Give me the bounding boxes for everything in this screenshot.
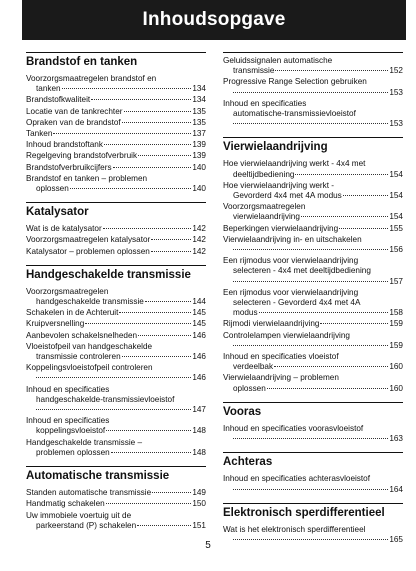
toc-entry[interactable] [26, 308, 206, 318]
toc-section [223, 452, 403, 494]
toc-entry[interactable] [223, 202, 403, 222]
page-number: 5 [205, 540, 211, 551]
toc-entry-text: Voorzorgsmaatregelen [223, 202, 306, 212]
section-heading[interactable]: Vierwielaandrijving [223, 137, 403, 157]
toc-entry[interactable] [26, 118, 206, 128]
dot-leader [53, 133, 191, 134]
section-heading[interactable]: Elektronisch sperdifferentieel [223, 503, 403, 523]
dot-leader [137, 525, 191, 526]
toc-entry-text: Koppelingsvloeistofpeil controleren [26, 363, 153, 373]
dot-leader [62, 88, 192, 89]
toc-entry-text: Vierwielaandrijving – problemen [223, 373, 339, 383]
dot-leader [124, 111, 192, 112]
toc-entry-text: Brandstof en tanken – problemen [26, 173, 148, 183]
toc-entry[interactable] [26, 331, 206, 341]
dot-leader [267, 388, 389, 389]
toc-entry-text: Wat is de katalysator [26, 224, 102, 234]
toc-entry-text: oplossen [36, 184, 69, 194]
toc-page-number: 155 [389, 223, 403, 233]
section-heading[interactable]: Handgeschakelde transmissie [26, 265, 206, 285]
toc-entry-text: tanken [36, 84, 61, 94]
dot-leader [119, 312, 191, 313]
toc-entry-text: Geluidssignalen automatische [223, 56, 333, 65]
toc-page-number: 157 [389, 276, 403, 286]
toc-page-number: 152 [389, 66, 403, 76]
toc-entry[interactable] [223, 181, 403, 201]
toc-page-number: 159 [389, 319, 403, 329]
toc-entry-text: Een rijmodus voor vierwielaandrijving [223, 256, 359, 266]
toc-entry[interactable] [223, 288, 403, 319]
toc-page-number: 160 [389, 362, 403, 372]
toc-page-number: 156 [389, 245, 403, 255]
dot-leader [106, 503, 192, 504]
toc-entry-text: Inhoud en specificaties voorasvloeistof [223, 423, 364, 433]
toc-entry-text: Regelgeving brandstofverbruik [26, 151, 138, 161]
toc-entry[interactable] [26, 363, 206, 383]
toc-entry-text: Opraken van de brandstof [26, 117, 121, 127]
toc-entry-text: selecteren - 4x4 met deeltijdbediening [233, 266, 371, 276]
toc-entry[interactable] [26, 416, 206, 436]
toc-entry-text: Locatie van de tankrechter [26, 106, 123, 116]
toc-page-number: 153 [389, 119, 403, 129]
dot-leader [138, 155, 191, 156]
toc-entry-text: Katalysator – problemen oplossen [26, 246, 150, 256]
page-title: Inhoudsopgave [142, 9, 286, 30]
dot-leader [111, 452, 192, 453]
toc-page-number: 158 [389, 308, 403, 318]
toc-entry[interactable] [26, 140, 206, 150]
toc-entry-text: Inhoud en specificaties [26, 416, 110, 426]
toc-entry[interactable] [26, 247, 206, 257]
toc-section [26, 202, 206, 257]
dot-leader [145, 301, 191, 302]
toc-page-number: 137 [192, 129, 206, 139]
toc-entry-text: modus [233, 308, 258, 318]
dot-leader [233, 489, 388, 490]
toc-entry-text: parkeerstand (P) schakelen [36, 520, 137, 530]
dot-leader [103, 228, 192, 229]
dot-leader [233, 345, 388, 346]
dot-leader [85, 323, 191, 324]
dot-leader [233, 438, 388, 439]
toc-entry-text: Inhoud en specificaties [26, 384, 110, 394]
toc-entry-text: Schakelen in de Achteruit [26, 308, 119, 318]
toc-section [26, 466, 206, 531]
toc-entry-text: Controlelampen vierwielaandrijving [223, 330, 350, 340]
section-heading[interactable]: Vooras [223, 402, 403, 422]
toc-section [26, 265, 206, 458]
toc-entry-text: koppelingsvloeistof [36, 426, 106, 436]
toc-entry[interactable] [26, 235, 206, 245]
dot-leader [106, 430, 191, 431]
dot-leader [122, 122, 192, 123]
toc-entry-text: automatische-transmissievloeistof [233, 109, 356, 119]
toc-page-number: 139 [192, 140, 206, 150]
toc-section [223, 402, 403, 444]
toc-entry-text: Rijmodi vierwielaandrijving [223, 319, 320, 329]
dot-leader [70, 188, 192, 189]
toc-entry-text: Brandstofverbruikcijfers [26, 162, 112, 172]
toc-section [223, 503, 403, 545]
toc-page-number: 163 [389, 434, 403, 444]
toc-entry-text: Voorzorgsmaatregelen katalysator [26, 235, 151, 245]
toc-entry[interactable] [26, 74, 206, 94]
toc-entry-text: Brandstofkwaliteit [26, 95, 91, 105]
toc-entry[interactable] [223, 235, 403, 255]
toc-page-number: 145 [192, 308, 206, 318]
right-column [223, 52, 403, 553]
toc-page-number: 147 [192, 405, 206, 415]
toc-entry[interactable] [26, 319, 206, 329]
dot-leader [233, 281, 388, 282]
toc-page-number: 154 [389, 212, 403, 222]
toc-entry-text: Inhoud en specificaties vloeistof [223, 352, 339, 362]
toc-section [26, 52, 206, 194]
toc-page-number: 135 [192, 106, 206, 116]
toc-entry[interactable] [223, 474, 403, 494]
toc-entry[interactable] [223, 77, 403, 97]
section-heading[interactable]: Katalysator [26, 202, 206, 222]
toc-entry-text: transmissie [233, 66, 275, 76]
toc-entry-text: Hoe vierwielaandrijving werkt - [223, 180, 335, 190]
toc-page-number: 142 [192, 246, 206, 256]
toc-page-number: 142 [192, 224, 206, 234]
toc-page-number: 160 [389, 383, 403, 393]
header-bar [22, 0, 406, 40]
toc-entry-text: Inhoud en specificaties [223, 98, 307, 108]
toc-entry-text: selecteren - Gevorderd 4x4 met 4A [233, 298, 361, 308]
toc-entry-text: oplossen [233, 383, 266, 393]
toc-entry-text: problemen oplossen [36, 447, 110, 457]
toc-entry-text: Vloeistofpeil van handgeschakelde [26, 341, 153, 351]
toc-entry-text: transmissie controleren [36, 352, 121, 362]
toc-entry-text: vierwielaandrijving [233, 212, 300, 222]
toc-entry[interactable] [223, 224, 403, 234]
toc-page-number: 144 [192, 297, 206, 307]
dot-leader [275, 70, 388, 71]
toc-page-number: 151 [192, 520, 206, 530]
dot-leader [122, 356, 192, 357]
dot-leader [339, 228, 388, 229]
dot-leader [104, 144, 191, 145]
toc-page-number: 154 [389, 169, 403, 179]
dot-leader [36, 409, 191, 410]
dot-leader [274, 366, 388, 367]
toc-page-number: 135 [192, 117, 206, 127]
toc-entry-text: verdeelbak [233, 362, 274, 372]
toc-entry[interactable] [223, 256, 403, 287]
toc-page-number: 159 [389, 340, 403, 350]
toc-entry-text: Gevorderd 4x4 met 4A modus [233, 191, 342, 201]
toc-page-number: 146 [192, 330, 206, 340]
toc-entry[interactable] [26, 224, 206, 234]
toc-page-number: 145 [192, 319, 206, 329]
toc-entry-text: Inhoud brandstoftank [26, 140, 103, 150]
dot-leader [36, 377, 191, 378]
toc-page-number: 148 [192, 426, 206, 436]
dot-leader [233, 123, 388, 124]
dot-leader [301, 216, 388, 217]
toc-entry-text: Beperkingen vierwielaandrijving [223, 223, 339, 233]
left-column [26, 52, 206, 539]
toc-entry[interactable] [223, 331, 403, 351]
dot-leader [259, 312, 389, 313]
dot-leader [151, 239, 191, 240]
toc-entry[interactable] [26, 95, 206, 105]
toc-page-number: 140 [192, 162, 206, 172]
toc-page-number: 139 [192, 151, 206, 161]
toc-entry[interactable] [223, 424, 403, 444]
toc-page-number: 165 [389, 534, 403, 544]
toc-entry-text: Handgeschakelde transmissie – [26, 437, 143, 447]
dot-leader [233, 92, 388, 93]
toc-page-number: 164 [389, 484, 403, 494]
toc-section [223, 137, 403, 393]
toc-entry[interactable] [223, 352, 403, 372]
toc-entry-text: Voorzorgsmaatregelen brandstof en [26, 74, 157, 83]
toc-entry[interactable] [223, 319, 403, 329]
toc-page-number: 150 [192, 499, 206, 509]
toc-entry-text: deeltijdbediening [233, 169, 295, 179]
toc-entry-text: handgeschakelde transmissie [36, 297, 144, 307]
toc-page-number: 149 [192, 488, 206, 498]
toc-page-number: 134 [192, 84, 206, 94]
toc-entry-text: Kruipversnelling [26, 319, 85, 329]
toc-entry-text: Voorzorgsmaatregelen [26, 286, 109, 296]
toc-entry-text: Progressive Range Selection gebruiken [223, 77, 367, 87]
section-heading[interactable]: Automatische transmissie [26, 466, 206, 486]
toc-entry-text: Hoe vierwielaandrijving werkt - 4x4 met [223, 159, 366, 169]
toc-entry[interactable] [26, 151, 206, 161]
toc-page-number: 154 [389, 191, 403, 201]
toc-entry[interactable] [26, 174, 206, 194]
toc-entry-text: Standen automatische transmissie [26, 488, 152, 498]
toc-entry[interactable] [223, 99, 403, 130]
dot-leader [295, 174, 388, 175]
toc-entry-text: Wat is het elektronisch sperdifferentieel [223, 524, 366, 534]
toc-page-number: 146 [192, 373, 206, 383]
dot-leader [233, 249, 388, 250]
toc-page-number: 153 [389, 87, 403, 97]
toc-entry[interactable] [26, 499, 206, 509]
toc-page-number: 146 [192, 352, 206, 362]
continued-entries [223, 52, 403, 129]
toc-entry-text: Tanken [26, 129, 53, 139]
dot-leader [152, 492, 191, 493]
toc-page-number: 142 [192, 235, 206, 245]
toc-page-number: 148 [192, 447, 206, 457]
toc-entry[interactable] [223, 56, 403, 76]
toc-entry[interactable] [223, 159, 403, 179]
toc-entry[interactable] [26, 511, 206, 531]
toc-entry[interactable] [26, 488, 206, 498]
toc-entry-text: handgeschakelde-transmissievloeistof [36, 394, 175, 404]
dot-leader [91, 99, 191, 100]
toc-entry[interactable] [26, 107, 206, 117]
dot-leader [151, 251, 192, 252]
toc-entry[interactable] [26, 287, 206, 307]
section-heading[interactable]: Brandstof en tanken [26, 52, 206, 72]
toc-entry[interactable] [26, 438, 206, 458]
toc-page-number: 140 [192, 184, 206, 194]
toc-entry-text: Uw immobiele voertuig uit de [26, 510, 132, 520]
toc-page-number: 134 [192, 95, 206, 105]
dot-leader [320, 323, 388, 324]
toc-entry-text: Een rijmodus voor vierwielaandrijving [223, 287, 359, 297]
dot-leader [343, 195, 389, 196]
toc-entry[interactable] [26, 129, 206, 139]
toc-entry[interactable] [223, 373, 403, 393]
toc-entry-text: Aanbevolen schakelsnelheden [26, 330, 138, 340]
dot-leader [138, 335, 191, 336]
dot-leader [113, 167, 192, 168]
toc-entry[interactable] [26, 385, 206, 416]
section-heading[interactable]: Achteras [223, 452, 403, 472]
toc-entry-text: Inhoud en specificaties achterasvloeistof [223, 474, 371, 484]
toc-entry[interactable] [26, 163, 206, 173]
toc-entry-text: Vierwielaandrijving in- en uitschakelen [223, 234, 362, 244]
toc-entry[interactable] [26, 342, 206, 362]
toc-entry-text: Handmatig schakelen [26, 499, 105, 509]
